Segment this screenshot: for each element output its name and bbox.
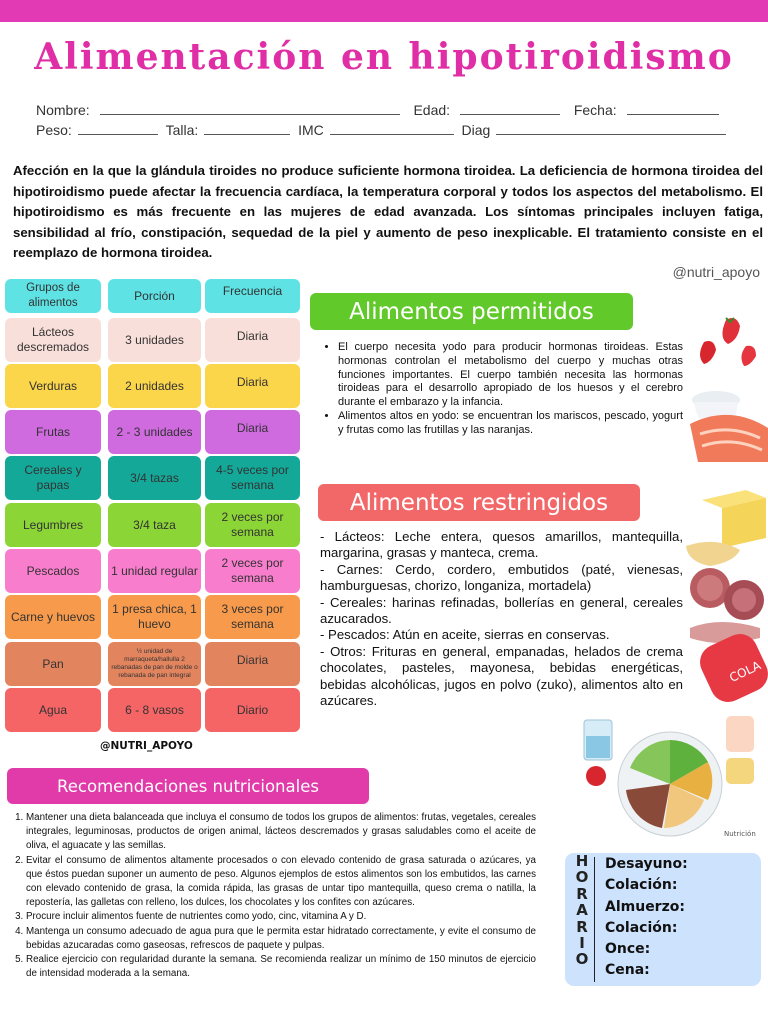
header-grupos: Grupos de alimentos <box>5 279 101 313</box>
table-header-row <box>5 279 301 313</box>
table-row <box>5 364 301 408</box>
list-item: 1. Mantener una dieta balanceada que incluya el consumo de todos los grupos de alimentos: frutas, vegetales, cereales integrales, leguminosas, productos de origen animal, lácteos descremados y grasas saludables como el aceite de oliva, el aguacate y las semillas. <box>26 811 536 854</box>
table-row <box>5 318 301 362</box>
frequency-cell: Diario <box>205 688 300 732</box>
table-row <box>5 688 301 732</box>
svg-text:Nutrición: Nutrición <box>724 830 756 838</box>
fecha-label: Fecha: <box>573 102 617 118</box>
list-item: 3. Procure incluir alimentos fuente de nutrientes como yodo, cinc, vitamina A y D. <box>26 910 536 924</box>
list-item: • Alimentos altos en yodo: se encuentran los mariscos, pescado, yogurt y frutas como las frutillas y las naranjas. <box>338 410 683 438</box>
list-item: • El cuerpo necesita yodo para producir hormonas tiroideas. Estas hormonas controlan el metabolismo del cuerpo y muchas otras funciones importantes. El cuerpo también necesita las hormonas tiroideas para el desarrollo apropiado de los huesos y el cerebro durante el embarazo y la infancia. <box>338 341 683 410</box>
meal-colacion-1[interactable]: Colación: <box>605 877 678 894</box>
list-item: 2. Evitar el consumo de alimentos altamente procesados o con elevado contenido de grasa saturada o azúcares, ya que éstos puedan suponer un aumento de peso. Algunos ejemplos de estos alimentos son los embutidos, las carnes con elevado contenido de grasa, la comida rápida, las grasas de untar tipo mantequilla, queso crema o natilla, la repostería, las galletas con relleno, los dulces, los chocolates y los confites con azúcares. <box>26 854 536 911</box>
patient-form <box>36 100 736 140</box>
healthy-plate-icon <box>578 714 760 846</box>
butter-meat-soda-icon <box>682 488 768 710</box>
portion-cell: 2 unidades <box>108 364 201 408</box>
meal-colacion-2[interactable]: Colación: <box>605 919 678 936</box>
frequency-cell: 4-5 veces por semana <box>205 456 300 500</box>
food-group-cell: Frutas <box>5 410 101 454</box>
food-group-cell: Pescados <box>5 549 101 593</box>
meal-once[interactable]: Once: <box>605 941 651 958</box>
restringidos-heading: Alimentos restringidos <box>318 484 640 521</box>
page-title: Alimentación en hipotiroidismo <box>34 36 734 78</box>
table-row <box>5 642 301 686</box>
portion-cell: 3 unidades <box>108 318 201 362</box>
talla-label: Talla: <box>165 122 199 138</box>
food-group-cell: Cereales y papas <box>5 456 101 500</box>
meal-almuerzo[interactable]: Almuerzo: <box>605 898 685 915</box>
recomendaciones-list <box>14 811 536 981</box>
horario-vertical-label: H O R A R I O <box>575 852 589 969</box>
list-item: - Otros: Frituras en general, empanadas, helados de crema chocolates, pasteles, mayonesa, bebidas energéticas, bebidas alcohólicas, jugos en polvo (zuko), alimentos alto en azúcares. <box>320 643 683 709</box>
horario-box <box>565 853 761 986</box>
header-frecuencia: Frecuencia <box>205 279 300 313</box>
fecha-field[interactable] <box>627 101 719 115</box>
portion-cell: 3/4 tazas <box>108 456 201 500</box>
author-handle: @nutri_apoyo <box>672 264 760 280</box>
food-group-cell: Agua <box>5 688 101 732</box>
top-accent-bar <box>0 0 768 22</box>
table-row <box>5 549 301 593</box>
food-group-cell: Pan <box>5 642 101 686</box>
portion-cell: 1 unidad regular <box>108 549 201 593</box>
list-item: - Pescados: Atún en aceite, sierras en conservas. <box>320 627 610 643</box>
frequency-cell: 3 veces por semana <box>205 595 300 639</box>
food-group-cell: Legumbres <box>5 503 101 547</box>
header-porcion: Porción <box>108 279 201 313</box>
imc-label: IMC <box>298 122 324 138</box>
peso-field[interactable] <box>78 121 158 135</box>
list-item: - Carnes: Cerdo, cordero, embutidos (paté, vienesas, hamburguesas, chorizo, longaniza, mortadela) <box>320 561 683 594</box>
portion-cell: 2 - 3 unidades <box>108 410 201 454</box>
svg-text:COLA: COLA <box>727 658 763 685</box>
frequency-cell: Diaria <box>205 642 300 686</box>
table-row <box>5 456 301 500</box>
portion-cell: 3/4 taza <box>108 503 201 547</box>
edad-label: Edad: <box>413 102 451 118</box>
intro-paragraph: Afección en la que la glándula tiroides no produce suficiente hormona tiroidea. La deficiencia de hormona tiroidea del hipotiroidismo puede afectar la frecuencia cardíaca, la temperatura corporal y todos los aspectos del metabolismo. El hipotiroidismo es más frecuente en las mujeres de edad avanzada. Los síntomas principales incluyen fatiga, sensibilidad al frío, constipación, sequedad de la piel y aumento de peso inexplicable. El tratamiento consiste en el reemplazo de hormona tiroidea. <box>13 163 763 260</box>
permitidos-list <box>326 341 683 438</box>
frequency-cell: 2 veces por semana <box>205 503 300 547</box>
list-item: 5. Realice ejercicio con regularidad durante la semana. Se recomienda realizar un mínimo de 150 minutos de ejercicio de intensidad moderada a la semana. <box>26 953 536 981</box>
edad-field[interactable] <box>460 101 560 115</box>
meal-desayuno[interactable]: Desayuno: <box>605 856 688 872</box>
frequency-cell: 2 veces por semana <box>205 549 300 593</box>
food-group-cell: Lácteos descremados <box>5 318 101 362</box>
recomendaciones-heading: Recomendaciones nutricionales <box>7 768 369 804</box>
talla-field[interactable] <box>204 121 290 135</box>
table-row <box>5 595 301 639</box>
nombre-field[interactable] <box>100 101 400 115</box>
imc-field[interactable] <box>330 121 454 135</box>
frequency-cell: Diaria <box>205 364 300 408</box>
food-group-cell: Verduras <box>5 364 101 408</box>
diag-field[interactable] <box>496 121 726 135</box>
table-handle: @NUTRI_APOYO <box>100 740 193 752</box>
horario-divider <box>594 857 595 982</box>
strawberry-yogurt-salmon-icon <box>686 312 768 462</box>
meal-list <box>605 854 688 982</box>
diag-label: Diag <box>461 122 491 138</box>
list-item: - Lácteos: Leche entera, quesos amarillos, mantequilla, margarina, grasas y manteca, crema. <box>320 529 683 561</box>
frequency-cell: Diaria <box>205 410 300 454</box>
portion-cell: ½ unidad de marraqueta/hallulla 2 rebanadas de pan de molde o rebanada de pan integral <box>108 642 201 686</box>
list-item: 4. Mantenga un consumo adecuado de agua pura que le permita estar hidratado correctamente, y evite el consumo de bebidas azucaradas como gaseosas, refrescos de paquete y pulpas. <box>26 925 536 953</box>
frequency-cell: Diaria <box>205 318 300 362</box>
portion-cell: 6 - 8 vasos <box>108 688 201 732</box>
peso-label: Peso: <box>36 122 72 138</box>
table-row <box>5 410 301 454</box>
restringidos-list <box>320 529 683 709</box>
permitidos-heading: Alimentos permitidos <box>310 293 633 330</box>
list-item: - Cereales: harinas refinadas, bollerías en general, cereales azucarados. <box>320 594 683 627</box>
nombre-label: Nombre: <box>36 102 90 118</box>
portion-cell: 1 presa chica, 1 huevo <box>108 595 201 639</box>
food-group-cell: Carne y huevos <box>5 595 101 639</box>
meal-cena[interactable]: Cena: <box>605 962 650 979</box>
table-row <box>5 503 301 547</box>
